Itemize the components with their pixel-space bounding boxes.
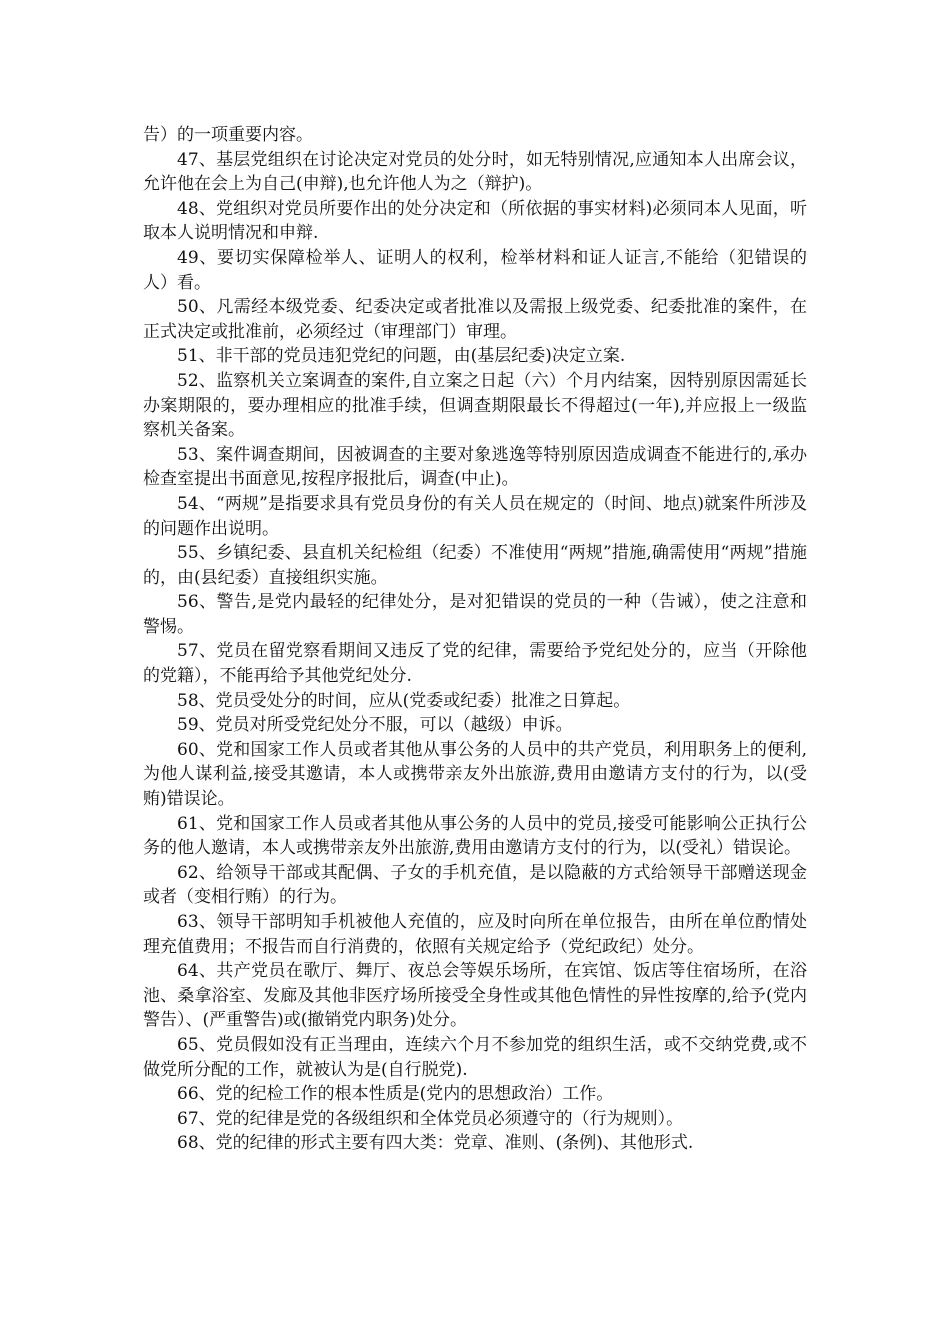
paragraph-item-59: 59、党员对所受党纪处分不服，可以（越级）申诉。 bbox=[177, 715, 573, 736]
document-body bbox=[143, 123, 807, 1156]
paragraph-item-55: 55、乡镇纪委、县直机关纪检组（纪委）不准使用“两规”措施,确需使用“两规”措施的，由(县纪委）直接组织实施。 bbox=[143, 543, 807, 588]
paragraph-item-67: 67、党的纪律是党的各级组织和全体党员必须遵守的（行为规则）。 bbox=[177, 1108, 684, 1129]
paragraph-item-47: 47、基层党组织在讨论决定对党员的处分时，如无特别情况,应通知本人出席会议，允许他在会上为自己(申辩),也允许他人为之（辩护)。 bbox=[143, 149, 807, 195]
paragraph-item-57: 57、党员在留党察看期间又违反了党的纪律，需要给予党纪处分的，应当（开除他的党籍），不能再给予其他党纪处分. bbox=[143, 641, 807, 687]
paragraph-item-54: 54、“两规”是指要求具有党员身份的有关人员在规定的（时间、地点)就案件所涉及的问题作出说明。 bbox=[143, 493, 807, 539]
paragraph-item-65: 65、党员假如没有正当理由，连续六个月不参加党的组织生活，或不交纳党费,或不做党所分配的工作，就被认为是(自行脱党). bbox=[143, 1034, 807, 1080]
paragraph-item-68: 68、党的纪律的形式主要有四大类：党章、准则、(条例)、其他形式. bbox=[177, 1133, 694, 1154]
paragraph-item-49: 49、要切实保障检举人、证明人的权利，检举材料和证人证言,不能给（犯错误的人）看。 bbox=[143, 247, 807, 293]
paragraph-item-56: 56、警告,是党内最轻的纪律处分，是对犯错误的党员的一种（告诫），使之注意和警惕。 bbox=[143, 592, 807, 637]
paragraph-item-61: 61、党和国家工作人员或者其他从事公务的人员中的党员,接受可能影响公正执行公务的他人邀请，本人或携带亲友外出旅游,费用由邀请方支付的行为，以(受礼）错误论。 bbox=[143, 813, 807, 859]
paragraph-item-66: 66、党的纪检工作的根本性质是(党内的思想政治）工作。 bbox=[177, 1084, 614, 1105]
paragraph-item-52: 52、监察机关立案调查的案件,自立案之日起（六）个月内结案，因特别原因需延长办案期限的，要办理相应的批准手续，但调查期限最长不得超过(一年),并应报上一级监察机关备案。 bbox=[143, 370, 807, 441]
paragraph-item-64: 64、共产党员在歌厅、舞厅、夜总会等娱乐场所，在宾馆、饭店等住宿场所，在浴池、桑拿浴室、发廊及其他非医疗场所接受全身性或其他色情性的异性按摩的,给予(党内警告）、(严重警告)或(撤销党内职务)处分。 bbox=[143, 961, 807, 1031]
paragraph-item-51: 51、非干部的党员违犯党纪的问题，由(基层纪委)决定立案. bbox=[177, 346, 626, 367]
paragraph-item-60: 60、党和国家工作人员或者其他从事公务的人员中的共产党员，利用职务上的便利,为他人谋利益,接受其邀请，本人或携带亲友外出旅游,费用由邀请方支付的行为，以(受贿)错误论。 bbox=[143, 739, 807, 810]
paragraph-item-53: 53、案件调查期间，因被调查的主要对象逃逸等特别原因造成调查不能进行的,承办检查室提出书面意见,按程序报批后，调查(中止)。 bbox=[143, 444, 807, 490]
paragraph-item-62: 62、给领导干部或其配偶、子女的手机充值，是以隐蔽的方式给领导干部赠送现金或者（变相行贿）的行为。 bbox=[143, 862, 807, 908]
paragraph-item-50: 50、凡需经本级党委、纪委决定或者批准以及需报上级党委、纪委批准的案件，在正式决定或批准前，必须经过（审理部门）审理。 bbox=[143, 297, 807, 342]
paragraph-item-48: 48、党组织对党员所要作出的处分决定和（所依据的事实材料)必须同本人见面，听取本人说明情况和申辩. bbox=[143, 198, 807, 244]
paragraph-continuation: 告）的一项重要内容。 bbox=[143, 125, 313, 145]
paragraph-item-63: 63、领导干部明知手机被他人充值的，应及时向所在单位报告，由所在单位酌情处理充值费用；不报告而自行消费的，依照有关规定给予（党纪政纪）处分。 bbox=[143, 912, 807, 957]
paragraph-item-58: 58、党员受处分的时间，应从(党委或纪委）批准之日算起。 bbox=[177, 690, 631, 711]
